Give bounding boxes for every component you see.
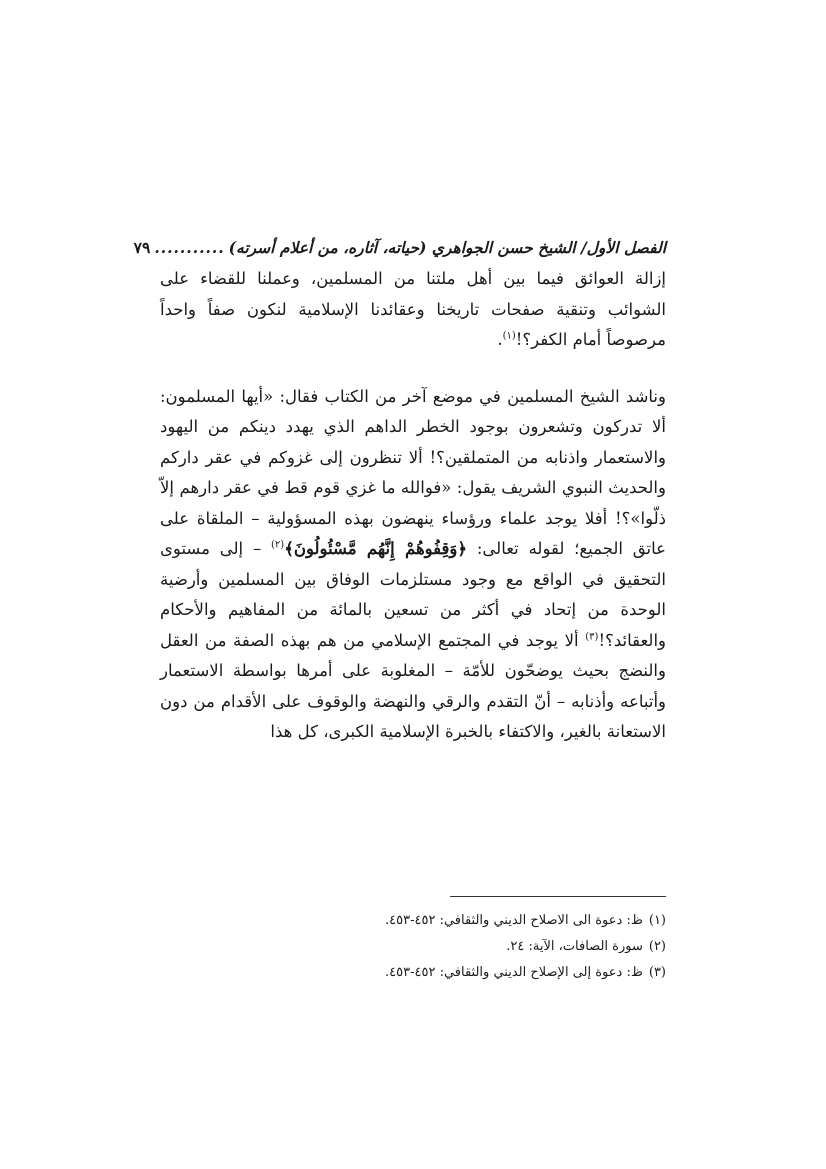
main-text (160, 264, 666, 748)
footnote-1-text: ظ: دعوة الى الاصلاح الديني والثقافي: ٤٥٢-٤٥٣. (385, 913, 643, 928)
quran-verse: ﴿وَقِفُوهُمْ إِنَّهُم مَّسْئُولُونَ﴾ (284, 539, 468, 558)
footnote-2 (160, 934, 666, 960)
footnote-3-text: ظ: دعوة إلى الإصلاح الديني والثقافي: ٤٥٢-٤٥٣. (385, 965, 643, 980)
header-leader-dots: ........... (154, 238, 225, 257)
paragraph-1-end: . (497, 330, 503, 349)
footnote-ref-2: (٢) (271, 539, 285, 551)
header-title: الفصل الأول/ الشيخ حسن الجواهري (حياته، آثاره، من أعلام أسرته) (228, 238, 666, 257)
footnote-2-text: سورة الصافات، الآية: ٢٤. (506, 939, 643, 954)
running-header (133, 238, 666, 266)
page-number: ٧٩ (133, 238, 151, 257)
footnote-2-number: (٢) (648, 939, 666, 954)
footnotes (160, 908, 666, 986)
footnote-separator (450, 896, 666, 897)
paragraph-2 (160, 382, 666, 748)
footnote-ref-3: (٣) (585, 631, 599, 642)
footnote-3 (160, 960, 666, 986)
footnote-3-number: (٣) (648, 965, 666, 980)
paragraph-2-part-3: ألا يوجد في المجتمع الإسلامي من هم بهذه الصفة من العقل والنضج بحيث يوضحّون للأمّة – المغلوبة على أمرها بواسطة الاستعمار وأتباعه وأذنابه – أنّ التقدم والرقي والنهضة والوقوف على الأقدام من دون الاستعانة بالغير، والاكتفاء بالخبرة الإسلامية الكبرى، كل هذا (160, 630, 666, 741)
footnote-1 (160, 908, 666, 934)
paragraph-2-part-1: وناشد الشيخ المسلمين في موضع آخر من الكتاب فقال: «أيها المسلمون: ألا تدركون وتشعرون بوجود الخطر الداهم الذي يهدد دينكم من اليهود والاستعمار واذنابه من المتملقين؟! ألا تنظرون إلى غزوكم في عقر داركم والحديث النبوي الشريف يقول: «فوالله ما غزي قوم قط في عقر دارهم إلاّ ذلّوا»؟! أفلا يوجد علماء ورؤساء ينهضون بهذه المسؤولية – الملقاة على عاتق الجميع؛ لقوله تعالى: (160, 386, 666, 558)
footnote-1-number: (١) (648, 913, 666, 928)
paragraph-1-text: إزالة العوائق فيما بين أهل ملتنا من المسلمين، وعملنا للقضاء على الشوائب وتنقية صفحات تاريخنا وعقائدنا الإسلامية لنكون صفاً واحداً مرصوصاً أمام الكفر؟! (160, 269, 666, 349)
footnote-ref-1: (١) (502, 330, 516, 342)
paragraph-1 (160, 264, 666, 356)
paragraph-2-part-2: – إلى مستوى التحقيق في الواقع مع وجود مستلزمات الوفاق بين المسلمين وأرضية الوحدة من إتحاد في أكثر من تسعين بالمائة من المفاهيم والأحكام والعقائد؟! (160, 539, 666, 650)
